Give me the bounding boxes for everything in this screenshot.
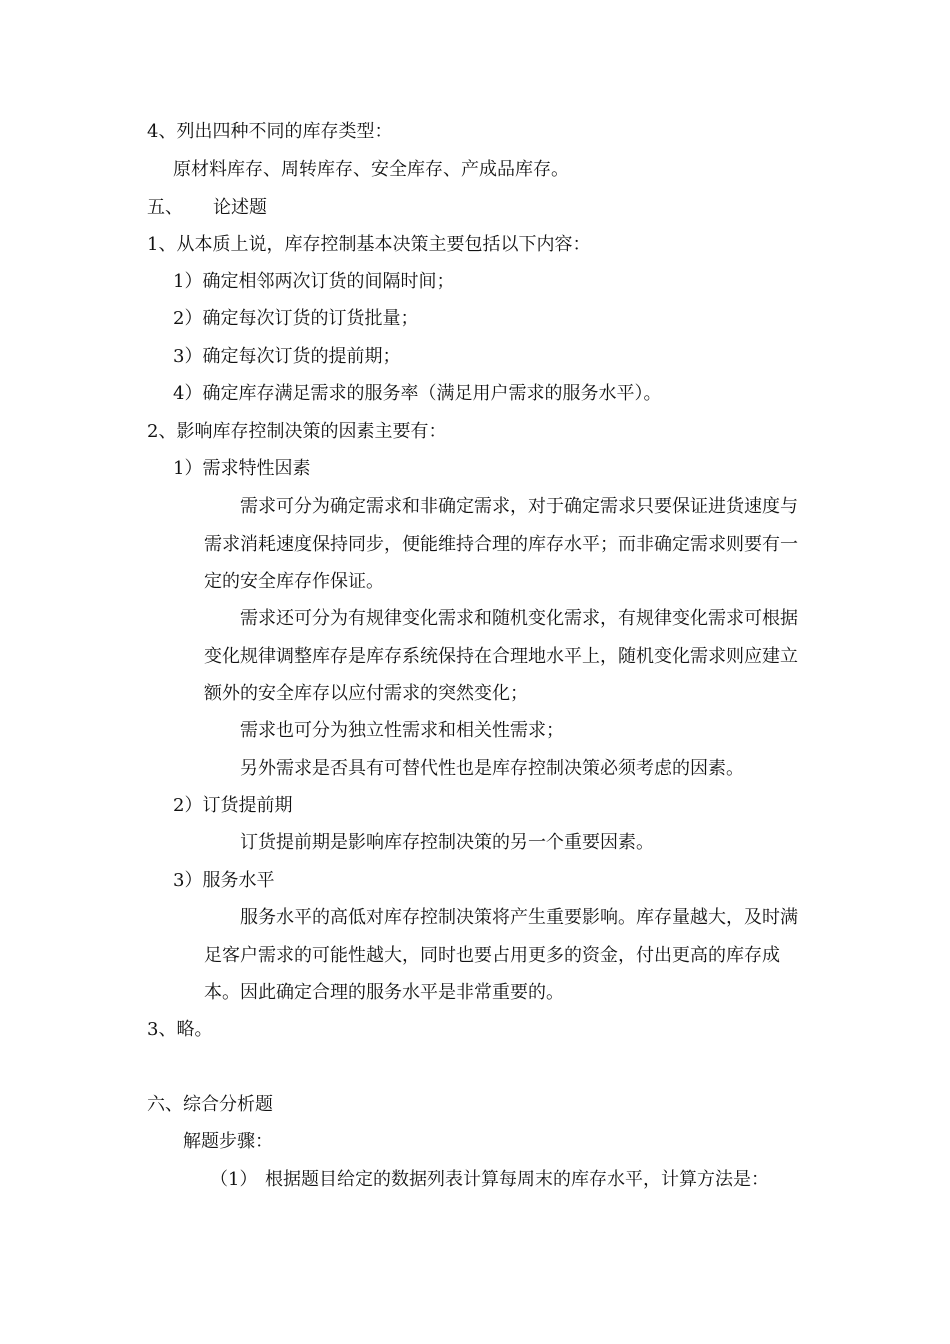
factor-1-paragraph-3: 需求也可分为独立性需求和相关性需求； [240,720,564,741]
factor-2-paragraph: 订货提前期是影响库存控制决策的另一个重要因素。 [240,832,654,853]
essay-question-3: 3、略。 [147,1019,213,1040]
solution-steps-label: 解题步骤： [183,1131,273,1152]
essay-q1-item-4: 4）确定库存满足需求的服务率（满足用户需求的服务水平）。 [173,383,662,404]
factor-1-paragraph-2: 需求还可分为有规律变化需求和随机变化需求，有规律变化需求可根据变化规律调整库存是库存系统保持在合理地水平上，随机变化需求则应建立额外的安全库存以应付需求的突然变化； [204,608,798,704]
section-5-title: 论述题 [213,197,267,218]
question-4-answer: 原材料库存、周转库存、安全库存、产成品库存。 [173,159,569,180]
section-6-title: 六、综合分析题 [147,1094,273,1115]
factor-1-paragraph-4: 另外需求是否具有可替代性也是库存控制决策必须考虑的因素。 [240,758,744,779]
section-5-number: 五、 [147,197,183,218]
essay-question-1: 1、从本质上说，库存控制基本决策主要包括以下内容： [147,234,591,255]
factor-3-paragraph: 服务水平的高低对库存控制决策将产生重要影响。库存量越大，及时满足客户需求的可能性越大，同时也要占用更多的资金，付出更高的库存成本。因此确定合理的服务水平是非常重要的。 [204,907,798,1003]
factor-3-heading: 3）服务水平 [173,870,275,891]
essay-q1-item-2: 2）确定每次订货的订货批量； [173,308,419,329]
essay-q1-item-3: 3）确定每次订货的提前期； [173,346,401,367]
essay-q1-item-1: 1）确定相邻两次订货的间隔时间； [173,271,455,292]
step-1-number: （1） [210,1169,258,1190]
factor-1-paragraph-1: 需求可分为确定需求和非确定需求，对于确定需求只要保证进货速度与需求消耗速度保持同步，便能维持合理的库存水平；而非确定需求则要有一定的安全库存作保证。 [204,496,798,592]
factor-2-heading: 2）订货提前期 [173,795,293,816]
essay-question-2: 2、影响库存控制决策的因素主要有： [147,421,447,442]
step-1-text: 根据题目给定的数据列表计算每周末的库存水平，计算方法是： [265,1169,769,1190]
question-4: 4、列出四种不同的库存类型： [147,121,393,142]
factor-1-heading: 1）需求特性因素 [173,458,311,479]
